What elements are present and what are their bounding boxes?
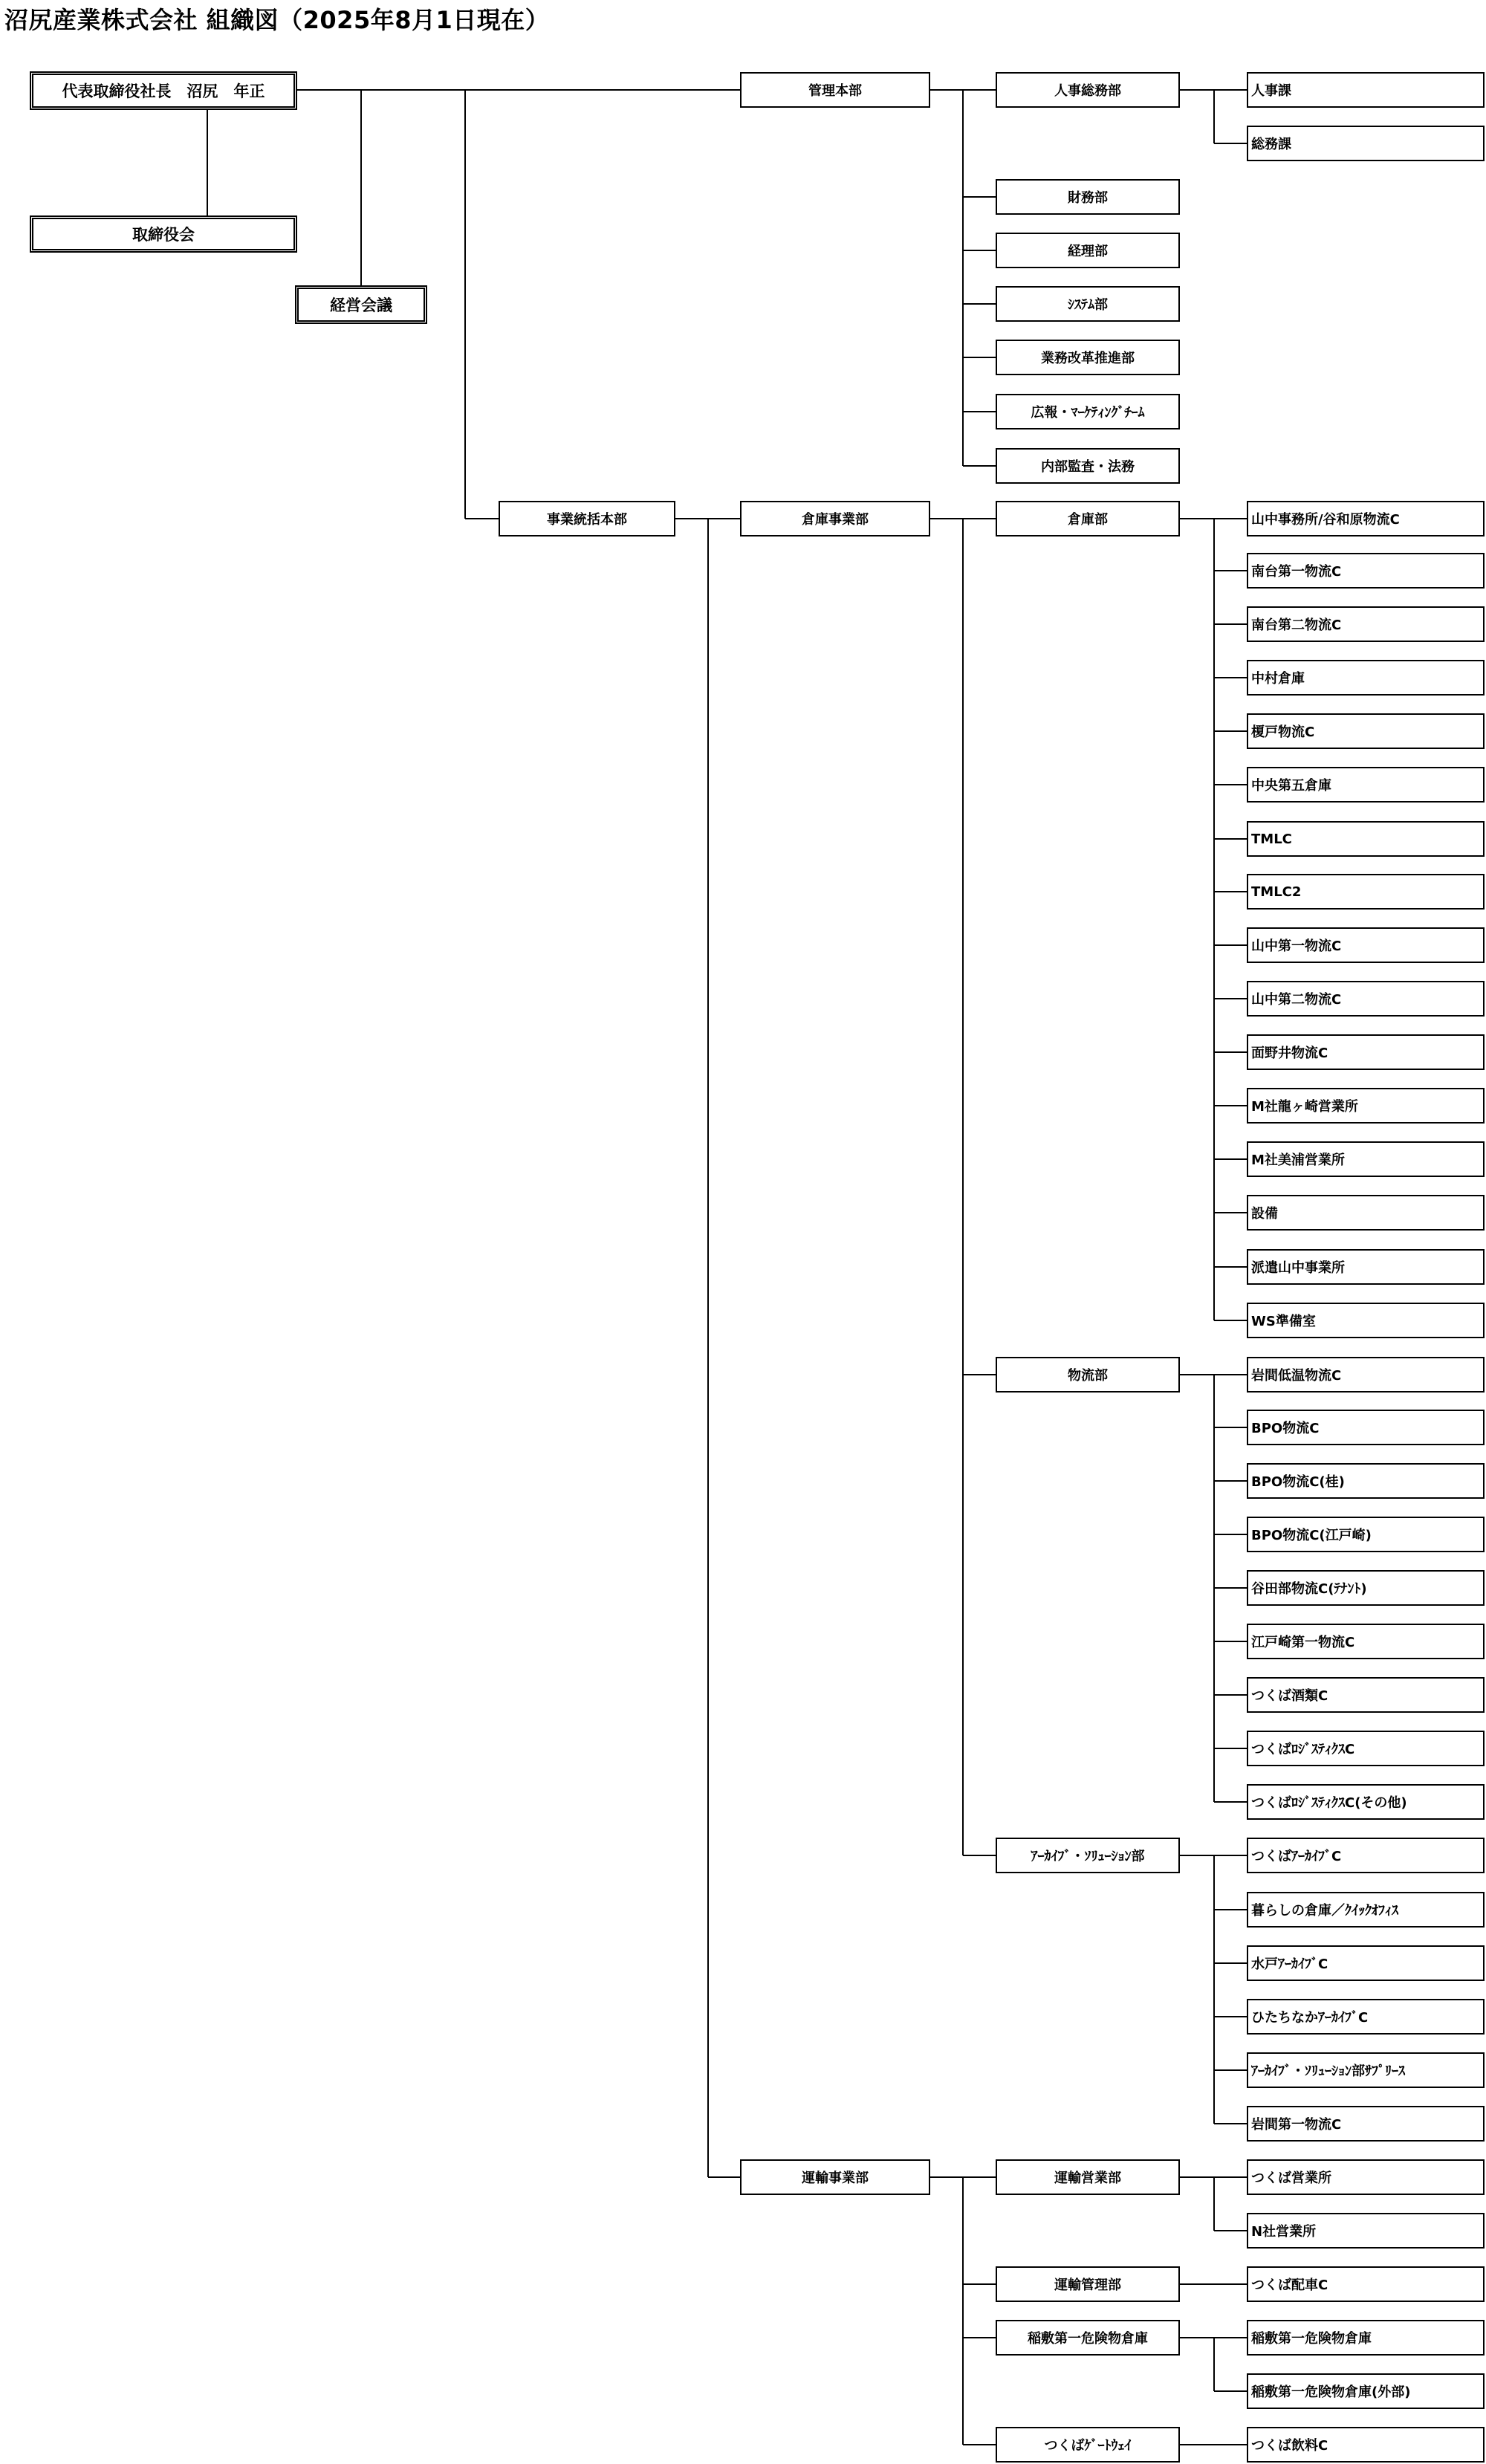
hazmat-warehouse-dept-box: 稲敷第一危険物倉庫	[996, 2320, 1180, 2356]
admin-dept-box: 経理部	[996, 233, 1180, 268]
unit-box: つくば営業所	[1247, 2159, 1485, 2195]
admin-dept-box: 広報・ﾏｰｹﾃｨﾝｸﾞﾁｰﾑ	[996, 394, 1180, 429]
unit-box: つくばﾛｼﾞｽﾃｨｸｽC(その他)	[1247, 1784, 1485, 1820]
admin-dept-box: 業務改革推進部	[996, 340, 1180, 375]
hr-general-dept-box: 人事総務部	[996, 72, 1180, 108]
unit-box: 中村倉庫	[1247, 660, 1485, 696]
transport-management-dept-box: 運輸管理部	[996, 2266, 1180, 2302]
logistics-dept-box: 物流部	[996, 1357, 1180, 1393]
unit-box: 南台第一物流C	[1247, 553, 1485, 589]
unit-box: 山中第一物流C	[1247, 927, 1485, 963]
unit-box: WS準備室	[1247, 1303, 1485, 1338]
unit-box: 設備	[1247, 1195, 1485, 1231]
unit-box: ｱｰｶｲﾌﾞ・ｿﾘｭｰｼｮﾝ部ｻﾌﾟﾘｰｽ	[1247, 2052, 1485, 2088]
unit-box: 暮らしの倉庫／ｸｲｯｸｵﾌｨｽ	[1247, 1892, 1485, 1928]
management-meeting-box: 経営会議	[295, 285, 427, 324]
admin-dept-box: 財務部	[996, 179, 1180, 215]
unit-box: M社美浦営業所	[1247, 1141, 1485, 1177]
unit-box: BPO物流C(桂)	[1247, 1463, 1485, 1499]
unit-box: 江戸崎第一物流C	[1247, 1624, 1485, 1659]
general-affairs-section-box: 総務課	[1247, 126, 1485, 161]
tsukuba-gateway-box: つくばｹﾞｰﾄｳｪｲ	[996, 2427, 1180, 2463]
page-title: 沼尻産業株式会社 組織図（2025年8月1日現在）	[4, 6, 550, 34]
hr-section-box: 人事課	[1247, 72, 1485, 108]
unit-box: 水戸ｱｰｶｲﾌﾞC	[1247, 1945, 1485, 1981]
board-of-directors-box: 取締役会	[30, 215, 297, 253]
unit-box: 山中事務所/谷和原物流C	[1247, 501, 1485, 536]
unit-box: つくば飲料C	[1247, 2427, 1485, 2463]
unit-box: M社龍ヶ崎営業所	[1247, 1088, 1485, 1124]
unit-box: TMLC2	[1247, 874, 1485, 910]
admin-dept-box: ｼｽﾃﾑ部	[996, 286, 1180, 322]
admin-dept-box: 内部監査・法務	[996, 448, 1180, 484]
unit-box: 面野井物流C	[1247, 1034, 1485, 1070]
unit-box: 中央第五倉庫	[1247, 767, 1485, 803]
transport-division-box: 運輸事業部	[740, 2159, 930, 2195]
warehouse-dept-box: 倉庫部	[996, 501, 1180, 536]
unit-box: 稲敷第一危険物倉庫	[1247, 2320, 1485, 2356]
transport-sales-dept-box: 運輸営業部	[996, 2159, 1180, 2195]
unit-box: 榎戸物流C	[1247, 713, 1485, 749]
unit-box: N社営業所	[1247, 2213, 1485, 2249]
unit-box: つくば酒類C	[1247, 1677, 1485, 1713]
business-hq-box: 事業統括本部	[499, 501, 675, 536]
warehouse-division-box: 倉庫事業部	[740, 501, 930, 536]
unit-box: 岩間低温物流C	[1247, 1357, 1485, 1393]
archive-solution-dept-box: ｱｰｶｲﾌﾞ・ｿﾘｭｰｼｮﾝ部	[996, 1838, 1180, 1873]
unit-box: 谷田部物流C(ﾃﾅﾝﾄ)	[1247, 1570, 1485, 1606]
unit-box: 南台第二物流C	[1247, 606, 1485, 642]
president-box: 代表取締役社長 沼尻 年正	[30, 71, 297, 110]
unit-box: 岩間第一物流C	[1247, 2106, 1485, 2142]
unit-box: ひたちなかｱｰｶｲﾌﾞC	[1247, 1999, 1485, 2035]
unit-box: つくば配車C	[1247, 2266, 1485, 2302]
admin-hq-box: 管理本部	[740, 72, 930, 108]
unit-box: 派遣山中事業所	[1247, 1249, 1485, 1285]
unit-box: 山中第二物流C	[1247, 981, 1485, 1017]
unit-box: TMLC	[1247, 821, 1485, 857]
unit-box: つくばﾛｼﾞｽﾃｨｸｽC	[1247, 1731, 1485, 1766]
unit-box: BPO物流C(江戸崎)	[1247, 1517, 1485, 1552]
unit-box: つくばｱｰｶｲﾌﾞC	[1247, 1838, 1485, 1873]
unit-box: 稲敷第一危険物倉庫(外部)	[1247, 2373, 1485, 2409]
unit-box: BPO物流C	[1247, 1410, 1485, 1445]
